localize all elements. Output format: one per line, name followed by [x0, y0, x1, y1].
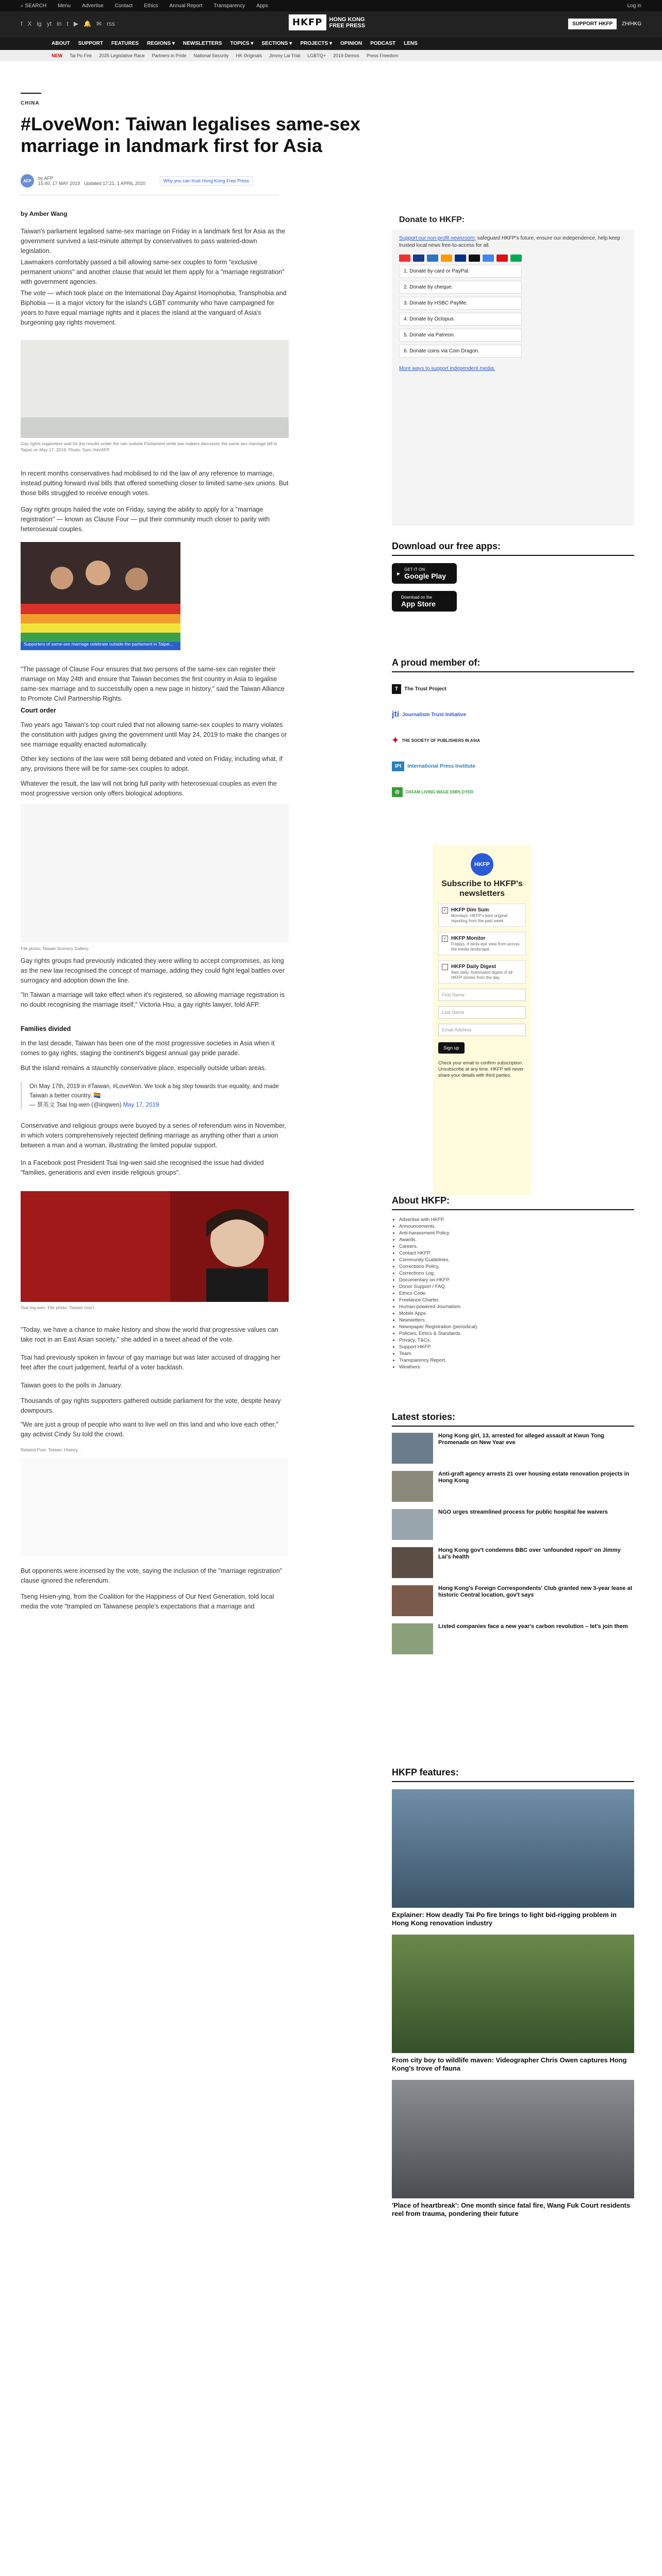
feature-story[interactable]: Explainer: How deadly Tai Po fire brings to light bid-rigging problem in Hong Kong renovation industry: [392, 1789, 634, 1927]
applepay-icon: [469, 255, 480, 262]
about-link[interactable]: • Team.: [399, 1350, 634, 1357]
top-link-menu[interactable]: Menu: [58, 3, 71, 9]
tweet-date-link[interactable]: May 17, 2019: [123, 1102, 159, 1108]
story-thumbnail: [392, 1547, 433, 1578]
paragraph: Whatever the result, the law will not bring full parity with heterosexual couples as even the most progressive version only offers biological adoptions.: [21, 780, 277, 797]
related-caption: Related Post: Taiwan: History...: [21, 1447, 81, 1452]
section-heading: Court order: [21, 707, 56, 714]
paragraph: Tseng Hsien-ying, from the Coalition for the Happiness of Our Next Generation, told local media the vote "trampled on Taiwanese people's expectations that a marriage and: [21, 1593, 274, 1610]
email-input[interactable]: Email Address: [438, 1024, 526, 1036]
about-links: [392, 1216, 634, 1370]
image-caption: Tsai Ing-wen. File photo: Taiwan Gov't.: [21, 1305, 96, 1310]
donate-option[interactable]: 6. Donate coins via Coin Dragon.: [399, 345, 522, 358]
discover-icon: [441, 255, 452, 262]
about-section: [392, 1195, 634, 1370]
paragraph: In the last decade, Taiwan has been one of the most progressive societies in Asia when it comes to gay rights, staging the continent's biggest annual gay pride parade.: [21, 1040, 275, 1057]
latest-story[interactable]: Hong Kong girl, 13, arrested for alleged assault at Kwun Tong Promenade on New Year eve: [392, 1433, 634, 1465]
features-section: [392, 1767, 634, 2218]
jcb-icon: [510, 255, 522, 262]
bell-icon[interactable]: 🔔: [83, 20, 91, 27]
social-icons: [21, 20, 115, 27]
visa-icon: [413, 255, 424, 262]
donate-option[interactable]: 3. Donate by HSBC PayMe.: [399, 297, 522, 310]
nav-opinion[interactable]: OPINION: [340, 40, 362, 46]
about-link[interactable]: • Contact HKFP.: [399, 1250, 634, 1257]
nav-features[interactable]: FEATURES: [111, 40, 139, 46]
newsletter-signup: [433, 845, 531, 1195]
newsletter-title: Subscribe to HKFP's newsletters: [441, 879, 523, 898]
top-link-apps[interactable]: Apps: [256, 3, 268, 9]
about-link[interactable]: • Corrections Log.: [399, 1270, 634, 1277]
top-link-contact[interactable]: Contact: [114, 3, 133, 9]
author-avatar: AFP: [21, 174, 34, 188]
donate-option[interactable]: 4. Donate by Octopus.: [399, 313, 522, 326]
image-caption: Gay rights supporters wait for the results under the rain outside Parliament while law makers discusses the same sex marriage bill in Taipei on May 17, 2019. Photo: Sam Yeh/AFP.: [21, 441, 277, 452]
top-link-transparency[interactable]: Transparency: [213, 3, 245, 9]
paragraph: "In Taiwan a marriage will take effect when it's registered, so allowing marriage registration is no doubt recognising the marriage itself," Victoria Hsu, a gay rights lawyer, told AFP.: [21, 991, 285, 1008]
about-link[interactable]: • Anti-harassment Policy.: [399, 1230, 634, 1236]
jti-logo[interactable]: jti Journalism Trust Initiative: [392, 710, 467, 719]
blank-photo: [21, 1458, 289, 1556]
trending-item[interactable]: HK Originals: [236, 53, 262, 58]
about-link[interactable]: • Donor Support / FAQ.: [399, 1283, 634, 1290]
instagram-icon[interactable]: ig: [37, 20, 42, 27]
paypal-icon: [455, 255, 466, 262]
feature-image: [392, 1789, 634, 1908]
nav-newsletters[interactable]: NEWSLETTERS: [183, 40, 222, 46]
rain-photo: [21, 340, 289, 438]
article-category[interactable]: CHINA: [21, 100, 40, 106]
donate-option[interactable]: 5. Donate via Patreon.: [399, 329, 522, 342]
google-play-button[interactable]: ▶ GET IT ON Google Play: [392, 563, 457, 584]
paragraph: Gay rights groups hailed the vote on Friday, saying the ability to apply for a "marriage registration" — known as Clause Four — put their community much closer to parity with heterosexual couples.: [21, 506, 270, 533]
paragraph: Other key sections of the law were still being debated and voted on Friday, including what, if any, provisions there will be for same-sex couples to adopt.: [21, 755, 283, 772]
donate-more-link[interactable]: More ways to support independent media.: [399, 366, 495, 371]
about-link[interactable]: • Privacy, T&Cs.: [399, 1337, 634, 1344]
donate-intro-text: safeguard HKFP's future, ensure our independence, help keep trusted local news free-to-access for all.: [399, 235, 620, 248]
trust-project-logo[interactable]: T The Trust Project: [392, 680, 634, 698]
latest-story[interactable]: Hong Kong's Foreign Correspondents' Club granted new 3-year lease at historic Central location, gov't says: [392, 1585, 634, 1617]
x-icon[interactable]: X: [27, 20, 32, 27]
payment-cards: [392, 255, 540, 262]
byline-date: 15:40, 17 MAY 2019: [38, 181, 80, 186]
article-byline: [21, 174, 253, 188]
divider: [21, 195, 278, 196]
youtube-icon[interactable]: yt: [46, 20, 52, 27]
paragraph: But opponents were incensed by the vote, saying the inclusion of the "marriage registration" clause ignored the referendum.: [21, 1567, 283, 1584]
about-link[interactable]: • Human-powered Journalism.: [399, 1303, 634, 1310]
paragraph: Taiwan's parliament legalised same-sex marriage on Friday in a landmark first for Asia as the government survived a last-minute attempt by conservatives to pass watered-down legislation.: [21, 228, 286, 255]
paragraph: The vote — which took place on the International Day Against Homophobia, Transphobia and Biphobia — is a major victory for the island's LGBT community who have campaigned for years to have equal marriage rights and it places the island at the vanguard of Asia's burgeoning gay rights movement.: [21, 290, 287, 326]
article-image-blank: [21, 1458, 289, 1558]
language-switch[interactable]: ZH/HKG: [622, 21, 641, 27]
about-link[interactable]: • Careers.: [399, 1243, 634, 1250]
trending-item[interactable]: Tai Po Fire: [70, 53, 92, 58]
mastercard-icon: [399, 255, 410, 262]
tsai-photo: [21, 1191, 289, 1302]
latest-story[interactable]: NGO urges streamlined process for public hospital fee waivers: [392, 1509, 634, 1541]
about-link[interactable]: • Documentary on HKFP.: [399, 1277, 634, 1283]
mail-icon[interactable]: ✉: [96, 20, 102, 27]
latest-story[interactable]: Listed companies face a new year's carbon revolution – let's join them: [392, 1623, 634, 1655]
embedded-tweet[interactable]: [21, 1082, 287, 1110]
last-name-input[interactable]: Last Name: [438, 1006, 526, 1019]
trending-item[interactable]: LGBTQ+: [307, 53, 326, 58]
about-link[interactable]: • Ethics Code.: [399, 1290, 634, 1297]
trending-item[interactable]: Press Freedom: [366, 53, 399, 58]
feature-image: [392, 1935, 634, 2053]
google-play-icon: ▶: [397, 571, 401, 576]
signup-button[interactable]: Sign up: [438, 1042, 465, 1054]
paragraph: In recent months conservatives had mobilised to rid the law of any reference to marriage, instead putting forward rival bills that offered something closer to limited same-sex unions. But those bills struggled to receive enough votes.: [21, 470, 289, 497]
oxfam-logo[interactable]: ◎ OXFAM LIVING WAGE EMPLOYER: [392, 783, 634, 801]
paragraph: Tsai had previously spoken in favour of gay marriage but was later accused of dragging her feet after the court judgement, fearful of a voter backlash.: [21, 1354, 280, 1371]
nav-about[interactable]: ABOUT: [52, 40, 70, 46]
top-link-advertise[interactable]: Advertise: [82, 3, 104, 9]
trending-label: NEW: [52, 53, 62, 58]
about-link[interactable]: • Announcements.: [399, 1223, 634, 1230]
trending-item[interactable]: 2019 Demos: [333, 53, 359, 58]
about-link[interactable]: • Newspaper Registration (periodical).: [399, 1324, 634, 1330]
celebration-photo: [21, 542, 180, 650]
trending-item[interactable]: National Security: [193, 53, 229, 58]
trending-item[interactable]: Jimmy Lai Trial: [269, 53, 301, 58]
story-thumbnail: [392, 1585, 433, 1616]
site-logo[interactable]: HKFP HONG KONG FREE PRESS: [289, 14, 365, 30]
latest-title: Latest stories:: [392, 1412, 634, 1427]
member-title: A proud member of:: [392, 657, 634, 672]
header-rule: [21, 93, 41, 94]
nav-lens[interactable]: LENS: [404, 40, 418, 46]
sopa-logo[interactable]: ✦ THE SOCIETY OF PUBLISHERS IN ASIA: [392, 736, 480, 745]
about-link[interactable]: • Transparency Report.: [399, 1357, 634, 1364]
apps-section: [392, 541, 634, 612]
newsletter-note: Check your email to confirm subscription. Unsubscribe at any time. HKFP will never share your details with third parties.: [438, 1060, 524, 1078]
newsletter-option-monitor[interactable]: ✓ HKFP Monitor Fridays. A birds-eye view from across the media landscape.: [438, 932, 526, 955]
article-author: by Amber Wang: [21, 210, 68, 217]
support-hkfp-button[interactable]: SUPPORT HKFP: [568, 19, 617, 29]
feature-story[interactable]: From city boy to wildlife maven: Videographer Chris Owen captures Hong Kong's trove of fauna: [392, 1935, 634, 2073]
member-section: [392, 657, 634, 801]
paragraph: In a Facebook post President Tsai Ing-wen said she recognised the issue had divided "families, generations and even inside religious groups".: [21, 1159, 264, 1176]
about-link[interactable]: • Policies, Ethics & Standards.: [399, 1330, 634, 1337]
facebook-icon[interactable]: f: [21, 20, 23, 27]
paragraph: "We are just a group of people who want to live well on this land and who love each other," gay activist Cindy Su told the crowd.: [21, 1421, 278, 1438]
nav-support[interactable]: SUPPORT: [78, 40, 103, 46]
top-utility-bar: [0, 0, 662, 11]
about-link[interactable]: • Freelance Charter.: [399, 1297, 634, 1303]
donate-box: [392, 210, 634, 526]
trending-bar: [0, 50, 662, 61]
about-title: About HKFP:: [392, 1195, 634, 1210]
features-title: HKFP features:: [392, 1767, 634, 1782]
newsletter-option-dim-sum[interactable]: ✓ HKFP Dim Sum Mondays. HKFP's best original reporting from the past week.: [438, 904, 526, 927]
brand-bar: [0, 11, 662, 36]
main-navigation: [0, 36, 662, 50]
tweet-author: — 蔡英文 Tsai Ing-wen (@iingwen): [29, 1102, 122, 1108]
unionpay-icon: [496, 255, 508, 262]
play-icon[interactable]: ▶: [73, 20, 78, 27]
nav-projects[interactable]: PROJECTS ▾: [300, 40, 333, 46]
latest-story[interactable]: Anti-graft agency arrests 21 over housing estate renovation projects in Hong Kong: [392, 1471, 634, 1503]
about-link[interactable]: • Newsletters.: [399, 1317, 634, 1324]
article-image-celebration: [21, 542, 180, 653]
ipi-logo[interactable]: IPI International Press Institute: [392, 757, 634, 775]
story-thumbnail: [392, 1509, 433, 1540]
paragraph: "Today, we have a chance to make history and show the world that progressive values can take root in an East Asian society," she added in a tweet ahead of the vote.: [21, 1326, 278, 1343]
trending-item[interactable]: 2025 Legislative Race: [99, 53, 145, 58]
paragraph: Lawmakers comfortably passed a bill allowing same-sex couples to form "exclusive permanent unions" and another clause that would let them apply for a "marriage registration" with government agencies.: [21, 259, 285, 285]
first-name-input[interactable]: First Name: [438, 989, 526, 1001]
donate-title: Donate to HKFP:: [392, 210, 634, 230]
newsletter-option-daily-digest[interactable]: HKFP Daily Digest 9am daily. Automated digest of all HKFP stories from the day.: [438, 960, 526, 984]
story-thumbnail: [392, 1433, 433, 1464]
byline-updated: Updated 17:21, 1 APRIL 2020: [84, 181, 146, 186]
apps-title: Download our free apps:: [392, 541, 634, 556]
image-caption: File photo: Taiwan Scenery Gallery.: [21, 946, 89, 951]
about-link[interactable]: • Corrections Policy.: [399, 1263, 634, 1270]
paragraph: Thousands of gay rights supporters gathered outside parliament for the vote, despite heavy downpours.: [21, 1397, 281, 1414]
newsletter-badge: HKFP: [471, 853, 493, 876]
paragraph: Taiwan goes to the polls in January.: [21, 1382, 123, 1389]
nav-podcast[interactable]: PODCAST: [370, 40, 396, 46]
about-link[interactable]: • Awards.: [399, 1236, 634, 1243]
trust-link[interactable]: Why you can trust Hong Kong Free Press: [160, 176, 253, 185]
image-caption: Supporters of same-sex marriage celebrate outside the parliament in Taipei...: [24, 641, 173, 647]
article-image-tsai: [21, 1191, 289, 1311]
telegram-icon[interactable]: t: [67, 20, 69, 27]
about-link[interactable]: • Weathers: [399, 1364, 634, 1370]
top-link-ethics[interactable]: Ethics: [144, 3, 158, 9]
amex-icon: [427, 255, 438, 262]
paragraph: Gay rights groups had previously indicated they were willing to accept compromises, as long as the new law recognised the concept of marriage, adding they could fight legal battles over surrogacy and adoption down the line.: [21, 957, 285, 984]
about-link[interactable]: • Support HKFP.: [399, 1344, 634, 1350]
trending-item[interactable]: Partners in Pride: [152, 53, 187, 58]
linkedin-icon[interactable]: in: [57, 20, 62, 27]
byline-author[interactable]: by AFP: [38, 176, 54, 181]
checkbox[interactable]: [442, 964, 448, 970]
tweet-text: On May 17th, 2019 in #Taiwan, #LoveWon. We took a big step towards true equality, and made Taiwan a better country. 🏳️‍🌈: [29, 1083, 279, 1099]
story-thumbnail: [392, 1623, 433, 1654]
article-image-rain: [21, 340, 289, 453]
checkbox[interactable]: ✓: [442, 936, 448, 942]
checkbox[interactable]: ✓: [442, 907, 448, 913]
section-heading: Families divided: [21, 1025, 71, 1032]
about-link[interactable]: • Advertise with HKFP.: [399, 1216, 634, 1223]
rss-icon[interactable]: rss: [106, 20, 115, 27]
about-link[interactable]: • Community Guidelines.: [399, 1257, 634, 1263]
app-store-button[interactable]: Download on the App Store: [392, 591, 457, 612]
article-title: #LoveWon: Taiwan legalises same-sex marriage in landmark first for Asia: [21, 113, 360, 156]
googlepay-icon: [483, 255, 494, 262]
nav-topics[interactable]: TOPICS ▾: [230, 40, 254, 46]
donate-intro-link[interactable]: Support our non-profit newsroom:: [399, 235, 476, 241]
nav-regions[interactable]: REGIONS ▾: [147, 40, 175, 46]
paragraph: Conservative and religious groups were buoyed by a series of referendum wins in November, in which voters comprehensively rejected defining marriage as anything other than a union between a man and a woman, illustrating the limited popular support.: [21, 1122, 286, 1149]
scenery-photo: [21, 804, 289, 943]
login-link[interactable]: Log in: [627, 3, 641, 9]
article-image-scenery: [21, 804, 289, 952]
story-thumbnail: [392, 1471, 433, 1502]
about-link[interactable]: • Mobile Apps.: [399, 1310, 634, 1317]
nav-sections[interactable]: SECTIONS ▾: [261, 40, 292, 46]
donate-option[interactable]: 2. Donate by cheque.: [399, 281, 522, 294]
donate-option[interactable]: 1. Donate by card or PayPal.: [399, 265, 522, 278]
search-link[interactable]: ⌕ SEARCH: [21, 3, 47, 9]
paragraph: "The passage of Clause Four ensures that two persons of the same-sex can register their marriage on May 24th and ensure that Taiwan becomes the first country in Asia to legalise same-sex marriage and to successfully open a new page in history," said the Taiwan Alliance to Promote Civil Partnership Rights.: [21, 666, 285, 702]
latest-story[interactable]: Hong Kong gov't condemns BBC over 'unfounded report' on Jimmy Lai's health: [392, 1547, 634, 1579]
top-link-annual-report[interactable]: Annual Report: [169, 3, 203, 9]
paragraph: Two years ago Taiwan's top court ruled that not allowing same-sex couples to marry violates the constitution with judges giving the government until May 24, 2019 to make the changes or see marriage equality enacted automatically.: [21, 721, 287, 748]
paragraph: But the island remains a staunchly conservative place, especially outside urban areas.: [21, 1064, 267, 1072]
feature-story[interactable]: 'Place of heartbreak': One month since fatal fire, Wang Fuk Court residents reel from trauma, pondering their future: [392, 2080, 634, 2218]
latest-stories: [392, 1412, 634, 1655]
feature-image: [392, 2080, 634, 2198]
